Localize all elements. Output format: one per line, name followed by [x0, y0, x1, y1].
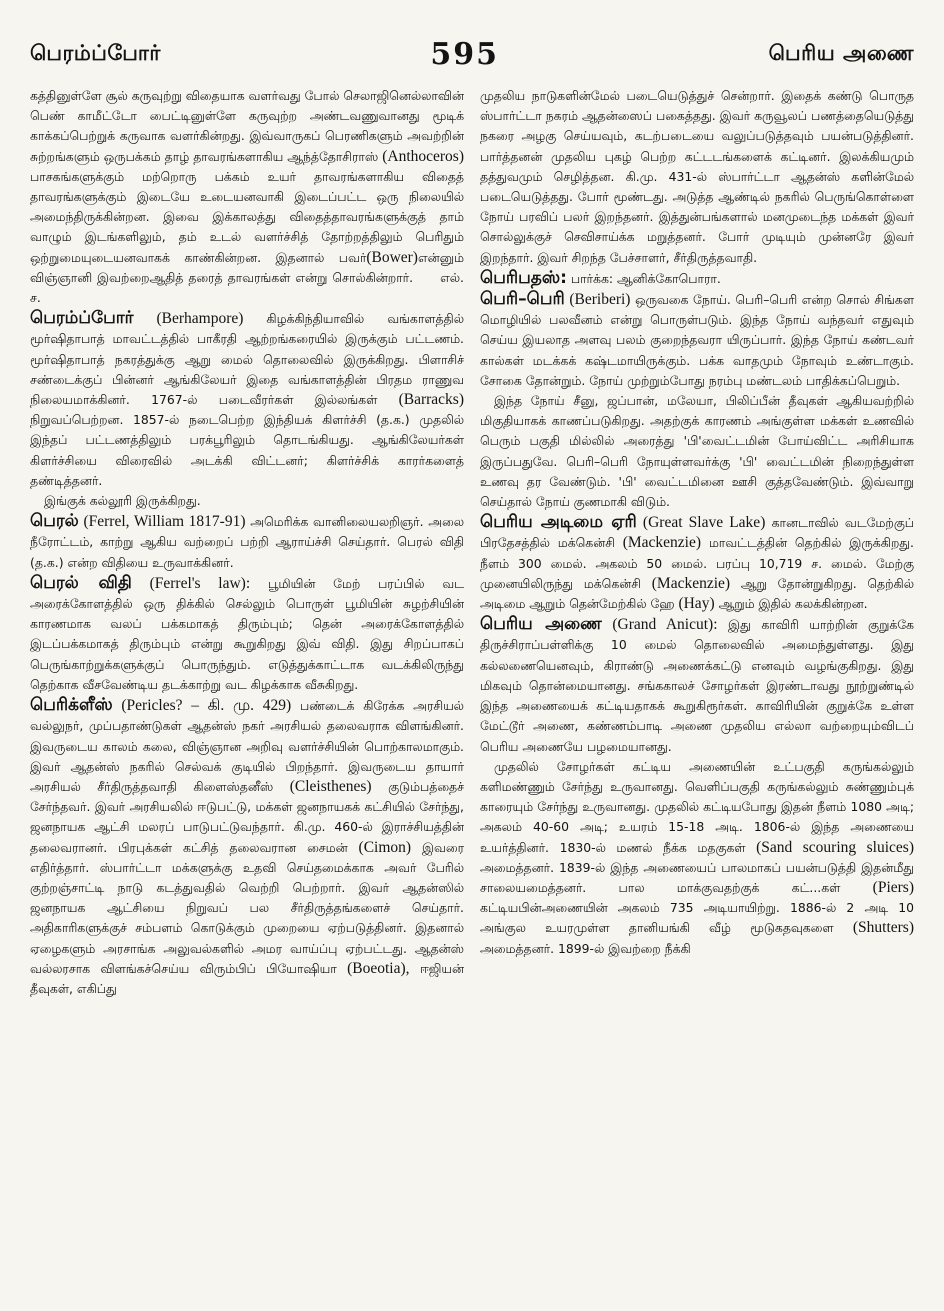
entry-berhampore: [30, 308, 464, 491]
entry-text: பூமியின் மேற் பரப்பில் வட அரைக்கோளத்தில் ஒரு திக்கில் செல்லும் பொருள் பூமியின் சுழற்சியின் காரணமாக வலப் பக்கமாகத் திரும்பும்; தென் அரைக்கோளத்தில் இடப்பக்கமாகத் திரும்பும் என்று கூறுகிறது இவ் விதி. இது சிறப்பாகப் பெருங்காற்றுக்களுக்குப் பொருந்தும். எடுத்துக்காட்டாக வடக்கிலிருந்து தெற்காக வீசவேண்டிய தடக்காற்று வட கிழக்காக வீசுகிறது.: [30, 575, 464, 692]
latin-term: (Cleisthenes): [289, 777, 372, 795]
running-head-right: பெரிய அணை: [768, 40, 914, 65]
entry-text: நிறுவப்பெற்றன. 1857-ல் நடைபெற்ற இந்தியக் கிளர்ச்சி (த.க.) முதலில் இந்தப் பட்டணத்திலும் பரக்பூரிலும் தொடங்கியது. ஆங்கிலேயர்கள் கிளர்ச்சியை விரைவில் அடக்கி விட்டனர்; கிளர்ச்சிக் காரர்களைத் தண்டித்தனர்.: [30, 412, 464, 488]
entry-text: ஒருவகை நோய். பெரி–பெரி என்ற சொல் சிங்கள மொழியில் பலவீனம் என்று பொருள்படும். இந்த நோய் வந்தவர் எதுவும் செய்ய இயலாத அளவு பலம் குறைந்தவரா யிருப்பார். இந்த நோய் கண்டவர் கால்கள் மடக்கக் கஷ்டமாயிருக்கும். பக்க வாதமும் நோவும் உண்டாகும். சோகை தோன்றும். நோய் முற்றும்போது நரம்பு மண்டலம் பாதிக்கப்பெறும்.: [480, 292, 914, 388]
latin-term: (Ferrel, William 1817-91): [83, 513, 246, 531]
page-header: [30, 34, 914, 74]
latin-term: (Pericles? – கி. மு. 429): [121, 697, 292, 715]
text-columns: [30, 86, 914, 1301]
entry-headword: பெரல்: [30, 511, 79, 532]
entry-text: அமைத்தனர். 1899-ல் இவற்றை நீக்கி: [480, 940, 691, 956]
entry-ferrels-law: [30, 573, 464, 695]
latin-term: (Mackenzie): [651, 574, 731, 592]
entry-text: ஆறும் இதில் கலக்கின்றன.: [718, 596, 868, 612]
entry-text: மாவட்டத்தின் தெற்கில் இருக்கிறது. நீளம் 300 மைல். அகலம் 50 மைல். பரப்பு 10,719 ச. மைல். மேற்கு முனையிலிருந்து மக்கென்சி: [480, 535, 914, 591]
entry-paragraph: [480, 757, 914, 959]
latin-term: (Boeotia),: [347, 959, 410, 977]
running-head-left: பெரம்ப்போர்: [30, 40, 161, 65]
continued-paragraph: முதலிய நாடுகளின்மேல் படையெடுத்துச் சென்றார். இதைக் கண்டு பொருத ஸ்பார்ட்டா நகரம் ஆதன்ஸைப் பகைத்தது. இவர் கருவூலப் பணத்தையெடுத்து நகரை அழகு செய்யவும், கடற்படையை வலுப்படுத்தவும் பயன்படுத்தினர். பார்த்தனன் முதலிய புகழ் பெற்ற கட்டடங்களைக் கட்டினர். இலக்கியமும் தத்துவமும் செழித்தன. கி.மு. 431-ல் ஸ்பார்ட்டா ஆதன்ஸ் களின்மேல் படையெடுத்தது. போர் மூண்டது. அடுத்த ஆண்டில் நகரில் பெருங்கொள்ளை நோய் பரவிப் பலர் இறந்தனர். இத்துன்பங்களால் மனமுடைந்த மக்கள் இவர் சொல்லுக்குச் செவிசாய்க்க மறுத்தனர். போர் முடியும் முன்னரே இவர் இறந்தார். இவர் சிறந்த பேச்சாளர், சீர்திருத்தவாதி.: [480, 88, 914, 265]
entry-great-slave-lake: [480, 512, 914, 614]
entry-text: இது காவிரி யாற்றின் குறுக்கே திருச்சிராப்பள்ளிக்கு 10 மைல் தொலைவில் அமைந்துள்ளது. இது கல்லணையெனவும், கிராண்டு அணைக்கட்டு எனவும் வழங்குகிறது. இது மிகவும் தொன்மையானது. சங்ககாலச் சோழர்கள் இரண்டாவது நூற்றுண்டில் இந்த அணையைக் கட்டியதாகக் கூறுகிரூர்கள். காவிரியின் குறுக்கே உள்ள மேட்டூர் அணை, கண்ணம்பாடி அணை முதலிய எல்லா வற்றையும்விடப் பெரிய அணையே பழமையானது.: [480, 617, 914, 754]
latin-term: (Bower): [366, 248, 418, 266]
entry-text: ஆறு தோன்றுகிறது. தெற்கில் அடிமை ஆறும் தென்மேற்கில் ஹே: [480, 575, 914, 612]
entry-beriberi: [480, 289, 914, 391]
left-column: [30, 86, 464, 1301]
entry-text: பண்டைக் கிரேக்க அரசியல் வல்லுநர், முப்பதாண்டுகள் ஆதன்ஸ் நகர் அரசியல் தலைவராக விளங்கினர். இவருடைய காலம் கலை, விஞ்ஞான அறிவு வளர்ச்சியின் பொற்காலமாகும். இவர் ஆதன்ஸ் நகரில் செல்வக் குடியில் பிறந்தார். இவருடைய தாயார் அரசியல் சீர்திருத்தவாதி கிளைஸ்தனீஸ்: [30, 698, 464, 794]
page-number: 595: [430, 36, 500, 72]
entry-headword: பெரி–பெரி: [480, 289, 565, 310]
latin-term: (Sand scouring sluices): [756, 838, 914, 856]
latin-term: (Berhampore): [156, 310, 244, 328]
entry-text: அமெரிக்க வானிலையலறிஞர். அலை நீரோட்டம், காற்று ஆகிய வற்றைப் பற்றி ஆராய்ச்சி செய்தார். பெரல் விதி (த.க.) என்ற விதியை உருவாக்கினர்.: [30, 514, 464, 570]
entry-text: முதலில் சோழர்கள் கட்டிய அணையின் உட்பகுதி கருங்கல்லும் களிமண்ணும் சேர்ந்து உருவானது. வெளிப்பகுதி கருங்கல்லும் சுண்ணும்புக் காரையும் சேர்ந்து உருவானது. முதலில் கட்டியபோது இதன் நீளம் 1080 அடி; அகலம் 40-60 அடி; உயரம் 15-18 அடி. 1806-ல் இந்த அணையை உயர்த்தினர். 1830-ல் மணல் நீக்க மதகுகள்: [480, 758, 914, 855]
entry-ferrel: [30, 511, 464, 573]
latin-term: (Anthoceros): [382, 147, 464, 165]
latin-term: (Shutters): [852, 919, 914, 937]
latin-term: (Mackenzie): [622, 534, 702, 552]
entry-text: குடும்பத்தைச் சேர்ந்தவர். இவர் அரசியலில் ஈடுபட்டு, மக்கள் ஜனநாயகக் கட்சியில் சேர்ந்து, ஜனநாயக ஆட்சி மலரப் பாடுபட்டுவந்தார். கி.மு. 460-ல் இராச்சியத்தின் தலைவரானர். பிரபுக்கள் கட்சித் தலைவரான சைமன்: [30, 778, 464, 855]
entry-pericles: [30, 695, 464, 999]
entry-grand-anicut: [480, 614, 914, 756]
entry-text: இவரை எதிர்த்தார். ஸ்பார்ட்டா மக்களுக்கு உதவி செய்தமைக்காக அவர் பேரில் குற்றஞ்சாட்டி நாடு கடத்துவதில் வெற்றி பெற்றார். இவர் ஆதன்ஸில் ஜனநாயக ஆட்சியை நிறுவப் பல சீர்திருத்தங்களைச் செய்தார். அதிகாரிகளுக்குச் சம்பளம் கொடுக்கும் முறையை ஏற்படுத்தினர். இதனால் ஏழைகளும் அரசாங்க அலுவல்களில் அமர வாய்ப்பு ஏற்பட்டது. ஆதன்ஸ் வல்லரசாக விளங்கச்செய்ய விரும்பிப் பியோஷியா: [30, 839, 464, 976]
text-run: பாசகங்களுக்கும் மற்றொரு பக்கம் உயர் தாவரங்களாகிய விதைத் தாவரங்களுக்கும் இடையே உடையனவாகி இடைப்பட்ட ஒரு நிலையில் அமைந்திருக்கின்றன. இவை இக்காலத்து விதைத்தாவரங்களுக்குத் தாம் வாழும் இடங்களிலும், தம் உடல் வளர்ச்சித் தோற்றத்திலும் பெரிதும் ஒற்றுமையுடையனவாகக் காண்கின்றன. இதனால் பவர்: [30, 168, 464, 265]
latin-term: (Hay): [678, 595, 715, 613]
text-run: என்னும் விஞ்ஞானி இவற்றைஆதித் தரைத் தாவரங்கள் என்று சொல்கின்றார்.: [30, 249, 464, 285]
author-initials: எல். ச.: [30, 269, 464, 306]
entry-paragraph: இங்குக் கல்லூரி இருக்கிறது.: [44, 493, 201, 509]
latin-term: (Barracks): [398, 391, 464, 409]
text-run: கத்தினுள்ளே சூல் கருவுற்று விதையாக வளர்வது போல் செலாஜினெல்லாவின் பெண் காமீட்டோ பைட்டினுள்ளே கருவுற்ற அண்டவணுவானது மூடிக் காக்கப்பெற்றுக் கருவாக வளர்கின்றது. இவ்வாருகப் பெரணிகளும் அவற்றின் சுற்றங்களும் ஒருபக்கம் தாழ் தாவரங்களாகிய ஆந்த்தோசிராஸ்: [30, 88, 464, 164]
entry-headword: பெரிபதஸ்:: [480, 267, 567, 288]
entry-paragraph: இந்த நோய் சீனு, ஜப்பான், மலேயா, பிலிப்பீன் தீவுகள் ஆகியவற்றில் மிகுதியாகக் காணப்படுகிறது. அதற்குக் காரணம் அங்குள்ள மக்கள் உணவில் பெரும் பகுதி மில்லில் அரைத்து 'பி'வைட்டமின் போய்விட்ட அரிசியாக இருப்பதுவே. பெரி–பெரி நோயுள்ளவர்க்கு 'பி' வைட்டமின் நிறைந்துள்ள உணவு தர வேண்டும். 'பி' வைட்டமினை ஊசி குத்தவேண்டும். இவ்வாறு செய்தால் நோய் குணமாகி விடும்.: [480, 393, 914, 510]
entry-headword: பெரல் விதி: [30, 572, 132, 593]
entry-text: கிழக்கிந்தியாவில் வங்காளத்தில் மூர்ஷிதாபாத் மாவட்டத்தில் பாகீரதி ஆற்றங்கரையில் இருக்கும் பட்டணம். மூர்ஷிதாபாத் நகரத்துக்கு ஆறு மைல் தொலைவில் இருக்கிறது. பிளாசிச் சண்டைக்குப் பின்னர் ஆங்கிலேயர் இதை வங்காளத்தின் பிரதம ராணுவ நிலையமாக்கினர். 1767-ல் படைவீரர்கள் இல்லங்கள்: [30, 311, 464, 408]
entry-headword: பெரிக்ளீஸ்: [30, 695, 113, 716]
entry-text: கானடாவில் வடமேற்குப் பிரதேசத்தில் மக்கென்சி: [480, 515, 914, 551]
latin-term: (Great Slave Lake): [642, 514, 766, 532]
entry-peripatus: [480, 268, 914, 289]
right-column: [480, 86, 914, 1301]
entry-text: கட்டியபின்அணையின் அகலம் 735 அடியாயிற்று. 1886-ல் 2 அடி 10 அங்குல உயரமுள்ள தானியங்கி வீழ் மூடுகதவுகளை: [480, 900, 914, 936]
entry-text: ஈஜியன் தீவுகள், எகிப்து: [30, 960, 464, 996]
continued-paragraph: [30, 86, 464, 308]
cross-reference: பார்க்க: ஆனிக்கோபொரா.: [570, 270, 721, 286]
latin-term: (Piers): [872, 878, 914, 896]
latin-term: (Grand Anicut):: [612, 616, 718, 634]
entry-headword: பெரிய அணை: [480, 614, 602, 635]
latin-term: (Cimon): [358, 838, 412, 856]
entry-headword: பெரம்ப்போர்: [30, 308, 134, 329]
entry-text: அமைத்தனர். 1839-ல் இந்த அணையைப் பாலமாகப் பயன்படுத்தி இதன்மீது சாலையமைத்தனர். பால மாக்குவதற்குக் கட்...கள்: [480, 859, 914, 895]
latin-term: (Ferrel's law):: [149, 574, 251, 592]
entry-headword: பெரிய அடிமை ஏரி: [480, 512, 637, 533]
latin-term: (Beriberi): [569, 291, 631, 309]
